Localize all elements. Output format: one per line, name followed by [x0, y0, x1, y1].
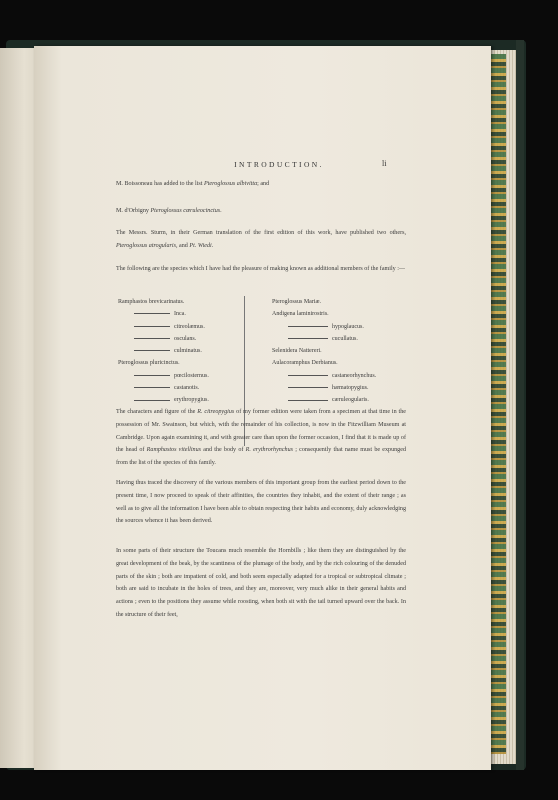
species-list-item [118, 296, 209, 308]
ditto-rule [134, 338, 170, 339]
species-name: Inca. [174, 311, 186, 318]
ditto-rule [134, 313, 170, 314]
species-list-item [272, 333, 376, 345]
text-run: . [220, 208, 222, 214]
species-name: castaneorhynchus. [332, 372, 377, 379]
species-list-item [118, 321, 209, 333]
ditto-rule [288, 338, 328, 339]
species-list-item [118, 345, 209, 357]
species-list-item [118, 394, 209, 406]
species-list-item [272, 394, 376, 406]
species-list-item [272, 382, 376, 394]
ditto-rule [134, 400, 170, 401]
species-name: osculans. [174, 335, 197, 342]
species-name: cucullatus. [332, 335, 358, 342]
species-name: Pt. Wiedi [189, 242, 212, 249]
text-run: M. d'Orbigny [116, 208, 151, 214]
text-run: of my former edition were taken from a specimen at that time in the possession of Mr. Swainson, but which, with the remainder of his collection, is now in the Fitzwilliam Museum at Cambridge. Upon again examining it, and with greater care than upon the former occasion, I find that it is made up of the head of [116, 409, 406, 454]
species-list-item [118, 308, 209, 320]
species-name: Selenidera Nattereri. [272, 348, 322, 355]
species-name: hæmatopygius. [332, 385, 369, 392]
species-list-item [118, 357, 209, 369]
ditto-rule [134, 375, 170, 376]
ditto-rule [288, 326, 328, 327]
paragraph-1 [116, 178, 406, 191]
species-name: Ramphastos vitellinus [146, 447, 202, 454]
paragraph-5 [116, 406, 406, 470]
species-name: culminatus. [174, 348, 202, 355]
ditto-rule [134, 387, 170, 388]
text-run: M. Boissoneau has added to the list [116, 181, 205, 187]
ditto-rule [134, 326, 170, 327]
text-run: The Messrs. Sturm, in their German translation of the first edition of this work, have published two others, [116, 230, 406, 236]
species-name: Pteroglossus Mariæ. [272, 299, 322, 305]
species-list-right [272, 296, 376, 407]
species-name: Aulacoramphus Derbianus. [272, 360, 338, 367]
ditto-rule [288, 400, 328, 401]
species-name: cæruleogularis. [332, 397, 369, 404]
text-run: ; consequently that name must be expunged from the list of the species of this family. [116, 447, 406, 467]
paragraph-2 [116, 205, 406, 218]
species-name: Pteroglossus albivitta [204, 181, 258, 187]
paragraph-6: Having thus traced the discovery of the various members of this important group from the earliest period down to the present time, I now proceed to speak of their affinities, the countries they inhabit, and the extent of their range ; as well as to give all the information I have been able to obtain respecting their habits and economy, duly acknowledging the sources whence it has been derived. [116, 480, 406, 525]
species-name: Ramphastos brevicarinatus. [118, 299, 185, 305]
species-name: pœcilosternus. [174, 372, 209, 379]
text-run: and the body of [201, 447, 246, 454]
species-list-item [272, 345, 376, 357]
species-name: Pteroglossus cœruleocinctus [150, 208, 221, 214]
paragraph-3 [116, 227, 406, 253]
species-name: Pteroglossus pluricinctus. [118, 360, 180, 367]
text-run: , and [176, 242, 190, 249]
species-list-item [118, 382, 209, 394]
species-name: Andigena laminirostris. [272, 311, 329, 318]
species-list-item [272, 357, 376, 369]
binding-edge [516, 40, 524, 770]
text-run: The characters and figure of the [116, 409, 198, 415]
text-run: ; and [257, 181, 270, 187]
ditto-rule [134, 350, 170, 351]
text-run: . [211, 242, 214, 249]
ditto-rule [288, 375, 328, 376]
ditto-rule [288, 387, 328, 388]
species-name: R. citreopygius [197, 409, 235, 415]
page-number: li [382, 159, 387, 168]
species-list-item [118, 333, 209, 345]
paragraph-7: In some parts of their structure the Toucans much resemble the Hornbills ; like them they are distinguished by the great development of the beak, by the scantiness of the plumage of the body, and by the rich colouring of the denuded parts of the skin ; both are impatient of cold, and both seem especially adapted for a tropical or subtropical climate ; both are said to incubate in the holes of trees, and they are, moreover, very much alike in their general habits and actions ; even to the positions they assume while roosting, when both sit with the tail turned upward over the back. In the structure of their feet, [116, 548, 406, 618]
species-list-item [118, 370, 209, 382]
species-name: erythropygius. [174, 397, 209, 404]
page-title: INTRODUCTION. [234, 160, 324, 169]
species-list-left [118, 296, 209, 407]
species-name: hypoglaucus. [332, 323, 364, 330]
species-name: Pteroglossus atrogularis [116, 242, 176, 249]
species-list-item [272, 296, 376, 308]
species-name: citreolæmus. [174, 323, 205, 330]
species-name: R. erythrorhynchus [245, 447, 294, 454]
species-list-item [272, 308, 376, 320]
paragraph-4: The following are the species which I have had the pleasure of making known as additional members of the family :— [116, 266, 406, 272]
species-list-item [272, 370, 376, 382]
species-name: castanotis. [174, 385, 200, 392]
species-list-item [272, 321, 376, 333]
